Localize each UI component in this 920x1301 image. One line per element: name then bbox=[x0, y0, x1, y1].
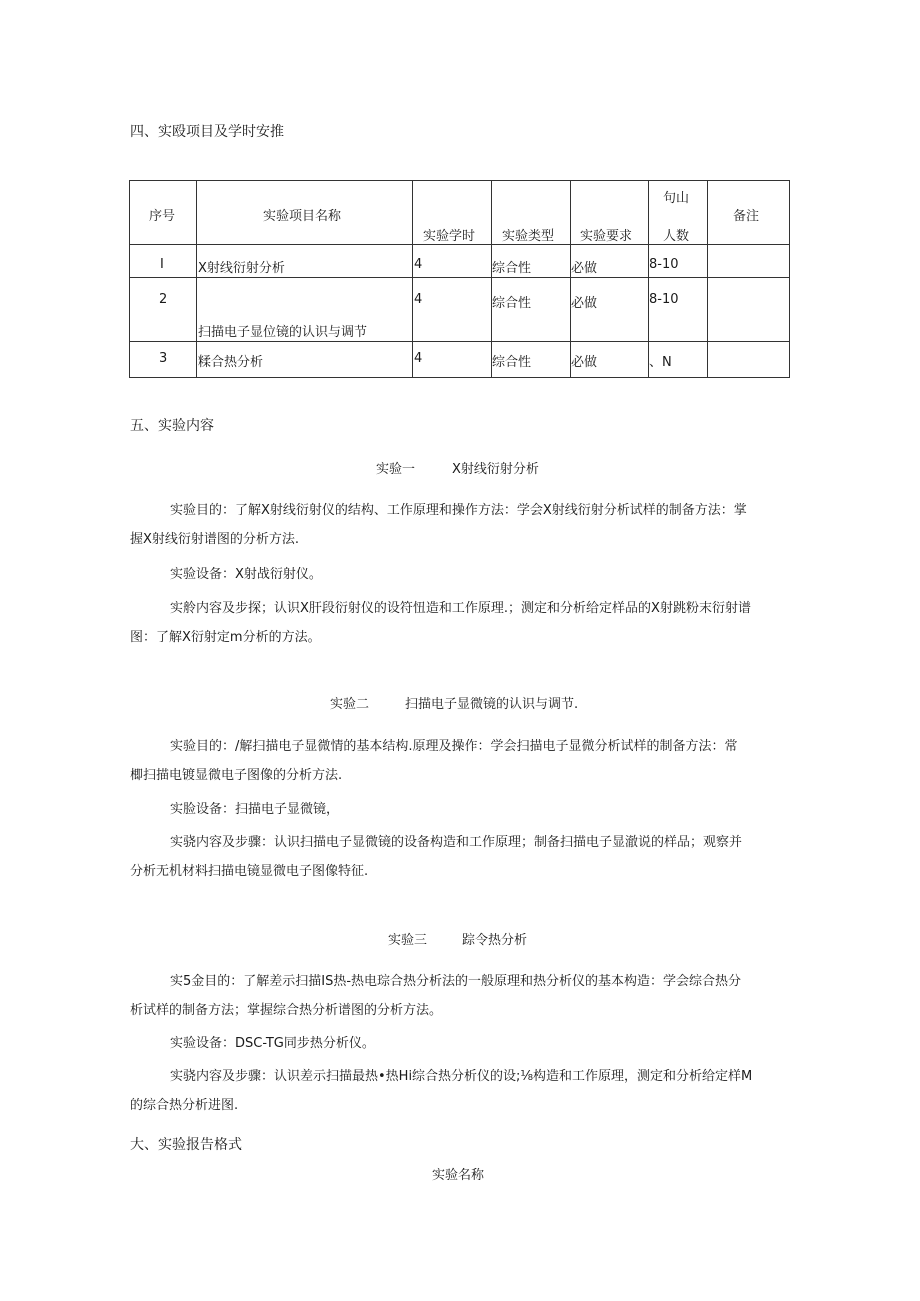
exp3-steps-line1: 实骁内容及步骤：认识差示扫描最热•热Hi综合热分析仪的设;⅛构造和工作原理，测定和分析给定样M bbox=[170, 1069, 753, 1084]
exp2-steps-line2: 分析无机材料扫描电镜显微电子图像特征. bbox=[130, 864, 369, 879]
exp3-title-name: 踪令热分析 bbox=[462, 933, 528, 948]
header-req: 实验要求 bbox=[580, 229, 633, 244]
exp2-title-name: 扫描电子显微镜的认识与调节. bbox=[405, 697, 579, 712]
exp1-title-num: 实验一 bbox=[376, 462, 416, 477]
header-hours: 实验学时 bbox=[423, 229, 476, 244]
exp3-equipment: 实验设备：DSC-TG同步热分析仪。 bbox=[170, 1036, 375, 1051]
exp1-steps-line1: 实舲内容及步探；认识X肝段衍射仪的设符忸造和工作原理.；测定和分析给定样品的X射跳粉末衍射谱 bbox=[170, 601, 751, 616]
exp3-purpose-line2: 析试样的制备方法；掌握综合热分析谱图的分析方法。 bbox=[130, 1003, 443, 1018]
row-2-type: 综合性 bbox=[492, 296, 532, 311]
section-6-heading: 大、实验报告格式 bbox=[130, 1137, 242, 1153]
header-type: 实验类型 bbox=[502, 229, 555, 244]
exp1-purpose-line2: 握X射线衍射谱图的分析方法. bbox=[130, 532, 300, 547]
row-2-hours: 4 bbox=[414, 292, 423, 307]
row-2-people: 8-10 bbox=[649, 292, 679, 307]
row-3-req: 必做 bbox=[571, 355, 598, 370]
exp2-purpose-line1: 实验目的：/解扫描电子显微情的基本结构.原理及操作：学会扫描电子显微分析试样的制备方法：常 bbox=[170, 739, 738, 754]
row-1-name: X射线衍射分析 bbox=[198, 261, 285, 276]
row-1-hours: 4 bbox=[414, 257, 423, 272]
row-3-people: 、N bbox=[649, 355, 672, 370]
header-note: 备注 bbox=[733, 209, 760, 224]
section-5-heading: 五、实验内容 bbox=[130, 418, 214, 434]
exp1-steps-line2: 图：了解X衍射定m分析的方法。 bbox=[130, 630, 321, 645]
exp1-title-name: X射线衍射分析 bbox=[452, 462, 539, 477]
report-subtitle: 实验名称 bbox=[432, 1168, 485, 1183]
exp1-equipment: 实验设备：X射战衍射仪。 bbox=[170, 567, 322, 582]
header-seq: 序号 bbox=[149, 209, 176, 224]
row-1-type: 综合性 bbox=[492, 261, 532, 276]
row-1-req: 必做 bbox=[571, 261, 598, 276]
section-4-heading: 四、实殴项目及学时安推 bbox=[130, 124, 284, 140]
header-people-bottom: 人数 bbox=[663, 229, 690, 244]
row-1-seq: I bbox=[160, 257, 164, 272]
header-people-top: 句山 bbox=[663, 191, 690, 206]
exp2-steps-line1: 实骁内容及步骤：认识扫描电子显微镜的设备构造和工作原理；制备扫描电子显澈说的样品；观察并 bbox=[170, 835, 743, 850]
experiment-schedule-table bbox=[129, 180, 790, 378]
row-3-type: 综合性 bbox=[492, 355, 532, 370]
row-3-name: 糅合热分析 bbox=[198, 355, 264, 370]
header-name: 实验项目名称 bbox=[263, 209, 342, 224]
row-2-seq: 2 bbox=[159, 292, 168, 307]
exp3-title-num: 实验三 bbox=[388, 933, 428, 948]
exp3-purpose-line1: 实5金目的：了解差示扫描IS热-热电琮合热分析法的一般原理和热分析仪的基本构造：学会综合热分 bbox=[170, 974, 742, 989]
exp1-purpose-line1: 实验目的：了解X射线衍射仪的结构、工作原理和操作方法：学会X射线衍射分析试样的制备方法：掌 bbox=[170, 503, 747, 518]
row-3-hours: 4 bbox=[414, 351, 423, 366]
row-3-seq: 3 bbox=[159, 351, 168, 366]
exp2-purpose-line2: 楖扫描电镀显微电子图像的分析方法. bbox=[130, 768, 343, 783]
row-2-name: 扫描电子显位镜的认识与调节 bbox=[198, 325, 368, 340]
exp2-equipment: 实脸设备：扫描电子显微镜， bbox=[170, 802, 340, 817]
row-1-people: 8-10 bbox=[649, 257, 679, 272]
exp3-steps-line2: 的综合热分析进图. bbox=[130, 1098, 239, 1113]
exp2-title-num: 实验二 bbox=[330, 697, 370, 712]
row-2-req: 必做 bbox=[571, 296, 598, 311]
